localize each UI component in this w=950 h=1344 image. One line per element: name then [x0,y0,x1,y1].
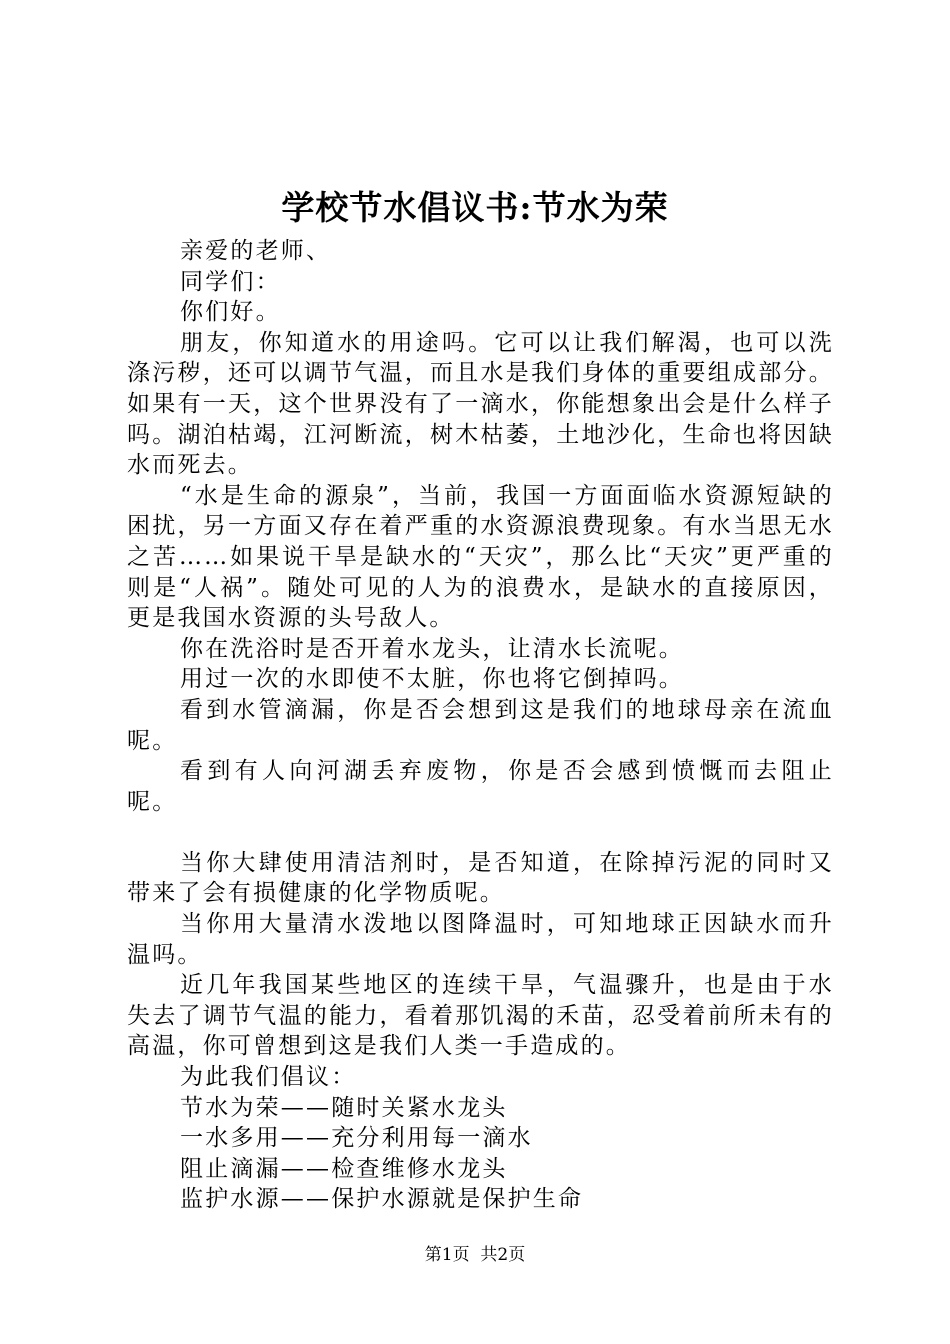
salutation-line-1: 亲爱的老师、 [180,238,332,264]
greeting-line: 你们好。 [180,299,281,326]
proposal-item-2: 一水多用——充分利用每一滴水 [180,1125,533,1152]
page-number-label: 第1页 共2页 [424,1245,526,1265]
proposal-item-1: 节水为荣——随时关紧水龙头 [180,1094,508,1121]
question-used-water: 用过一次的水即使不太脏，你也将它倒掉吗。 [180,666,684,693]
document-title: 学校节水倡议书:节水为荣 [281,188,669,227]
question-bathing: 你在洗浴时是否开着水龙头，让清水长流呢。 [180,635,684,662]
question-leaking-pipe: 看到水管滴漏，你是否会想到这是我们的地球母亲在流血呢。 [127,696,834,754]
proposal-item-4: 监护水源——保护水源就是保护生命 [180,1186,584,1213]
page-footer [0,1244,950,1266]
question-cooling: 当你用大量清水泼地以图降温时，可知地球正因缺水而升温吗。 [127,911,834,968]
paragraph-drought: 近几年我国某些地区的连续干旱，气温骤升，也是由于水失去了调节气温的能力，看着那饥渴的禾苗，忍受着前所未有的高温，你可曾想到这是我们人类一手造成的。 [127,972,834,1060]
question-waste-dumping: 看到有人向河湖丢弃废物，你是否会感到愤慨而去阻止呢。 [127,758,834,815]
document-body [127,236,834,1215]
proposal-intro: 为此我们倡议： [180,1064,357,1091]
paragraph-water-shortage: “水是生命的源泉”，当前，我国一方面面临水资源短缺的困扰，另一方面又存在着严重的水资源浪费现象。有水当思无水之苦……如果说干旱是缺水的“天灾”，那么比“天灾”更严重的则是“人祸”。随处可见的人为的浪费水，是缺水的直接原因，更是我国水资源的头号敌人。 [127,482,834,632]
blank-line [127,817,834,848]
question-detergent: 当你大肆使用清洁剂时，是否知道，在除掉污泥的同时又带来了会有损健康的化学物质呢。 [127,849,834,907]
paragraph-water-uses: 朋友，你知道水的用途吗。它可以让我们解渴，也可以洗涤污秽，还可以调节气温，而且水是我们身体的重要组成部分。如果有一天，这个世界没有了一滴水，你能想象出会是什么样子吗。湖泊枯竭，江河断流，树木枯萎，土地沙化，生命也将因缺水而死去。 [127,329,834,479]
salutation-line-2: 同学们： [180,268,281,295]
proposal-item-3: 阻止滴漏——检查维修水龙头 [180,1155,508,1182]
